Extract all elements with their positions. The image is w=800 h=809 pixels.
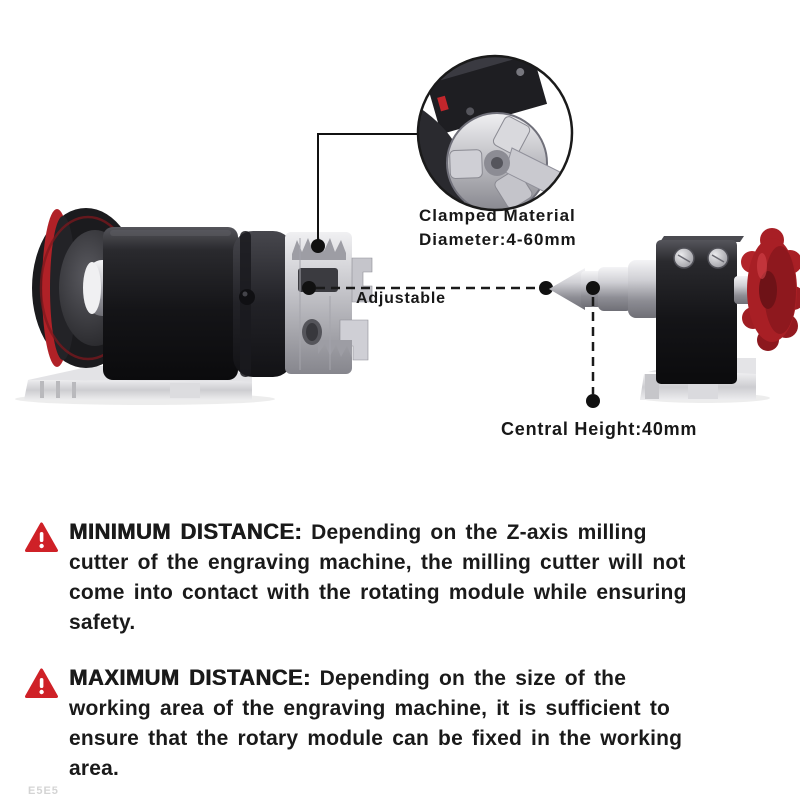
tailstock-cone-point bbox=[549, 268, 585, 310]
motor-body bbox=[103, 227, 238, 380]
rotary-module-illustration bbox=[24, 208, 372, 400]
chuck-mount-rings bbox=[233, 231, 293, 377]
warning-minimum-distance bbox=[0, 517, 800, 638]
adjustable-label: Adjustable bbox=[356, 290, 446, 307]
tailstock-illustration bbox=[549, 228, 800, 400]
watermark: E5E5 bbox=[28, 785, 59, 797]
callout-label-line1: Clamped Material bbox=[419, 206, 576, 225]
tailstock-body bbox=[656, 236, 744, 384]
warning-icon bbox=[25, 668, 58, 704]
warning-notes bbox=[0, 517, 800, 809]
tailstock-shaft bbox=[549, 260, 662, 318]
warning-title: MAXIMUM DISTANCE: bbox=[69, 665, 311, 690]
warning-title: MINIMUM DISTANCE: bbox=[69, 519, 303, 544]
warning-icon bbox=[25, 522, 58, 558]
handwheel bbox=[734, 228, 800, 351]
central-height-label: Central Height:40mm bbox=[501, 419, 698, 439]
callout-label-line2: Diameter:4-60mm bbox=[419, 230, 577, 249]
warning-text: MAXIMUM DISTANCE: Depending on the size of the working area of the engraving machine, it is sufficient to ensure that the rotary module can be fixed in the working area. bbox=[69, 665, 683, 780]
warning-maximum-distance bbox=[0, 663, 800, 784]
warning-text: MINIMUM DISTANCE: Depending on the Z-axis milling cutter of the engraving machine, the milling cutter will not come into contact with the rotating module while ensuring safety. bbox=[69, 519, 687, 634]
callout-circle bbox=[414, 42, 572, 221]
callout-label bbox=[419, 204, 577, 252]
